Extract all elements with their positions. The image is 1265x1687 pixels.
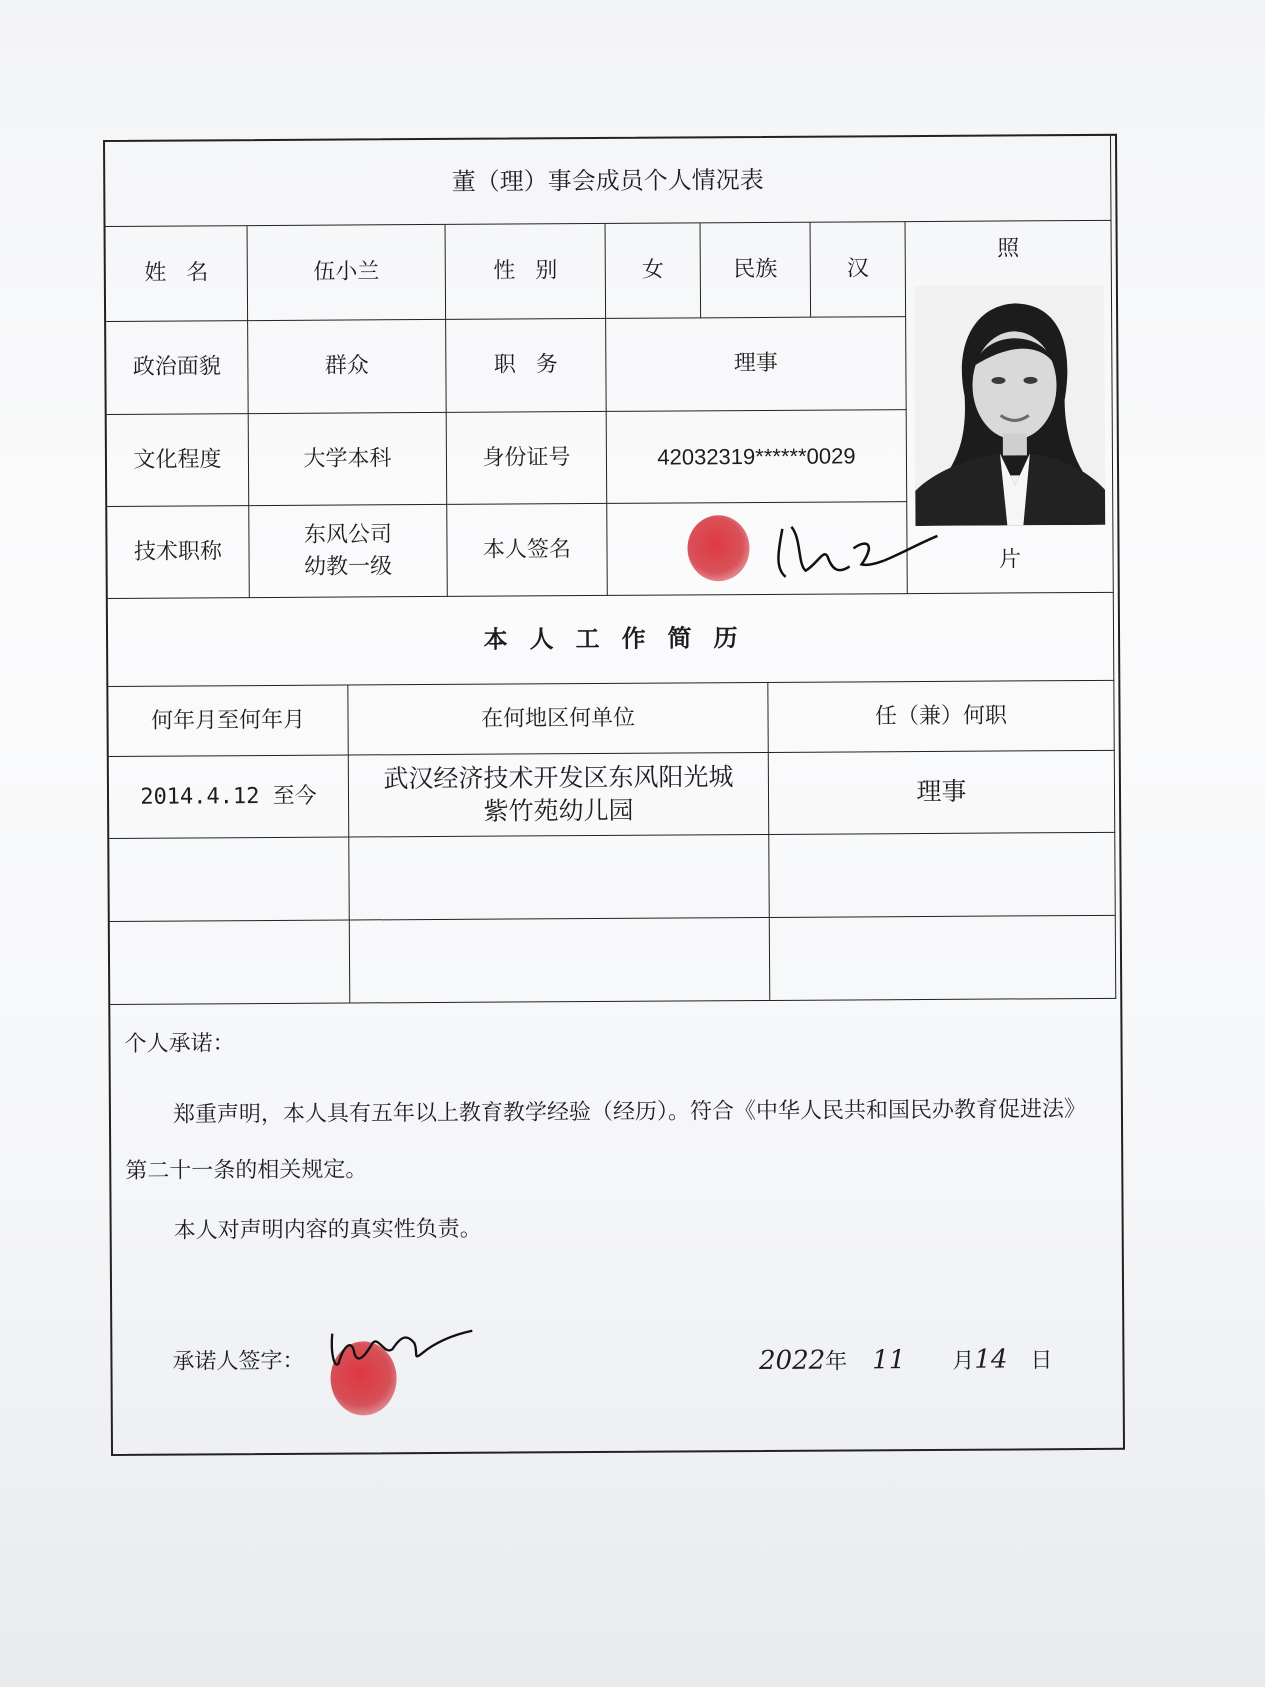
portrait-photo (913, 284, 1104, 525)
table-row-period (109, 756, 349, 839)
label-political (106, 321, 249, 415)
table-row-empty-role (769, 833, 1116, 918)
photo-label-bottom: 片 (998, 547, 1022, 573)
date-year-unit: 年 (825, 1349, 848, 1375)
value-id-number-text: 42032319******0029 (657, 442, 856, 470)
table-row-empty-period (109, 838, 350, 922)
work-history-heading-text: 本人工作简历 (483, 624, 760, 654)
signature-stroke (757, 507, 957, 588)
label-signature (447, 504, 608, 597)
row1-unit-line1: 武汉经济技术开发区东风阳光城 (383, 762, 734, 794)
date-month: 11 (872, 1345, 906, 1376)
table-row-empty-unit (349, 835, 769, 921)
date-year: 2022 (758, 1345, 826, 1377)
label-id-number (447, 412, 608, 505)
col-header-role (768, 681, 1114, 753)
promise-handwritten-signature (322, 1313, 483, 1424)
table-row-role (769, 751, 1115, 835)
form-title-text: 董（理）事会成员个人情况表 (451, 165, 764, 196)
handwritten-signature (657, 508, 857, 589)
value-name (248, 225, 447, 321)
table-row-empty-period (110, 921, 351, 1005)
label-tech-title (107, 506, 250, 599)
value-position (606, 317, 907, 412)
form-frame (103, 134, 1125, 1456)
row1-role-text: 理事 (916, 777, 967, 807)
value-tech-title (249, 505, 448, 598)
value-ethnicity-text: 汉 (846, 256, 869, 282)
fingerprint-stamp (687, 515, 749, 581)
label-tech-title-text: 技术职称 (133, 538, 223, 565)
date-month-unit: 月 (952, 1348, 975, 1374)
col-header-period (108, 686, 348, 757)
value-political (248, 320, 447, 414)
work-history-heading (108, 593, 1115, 687)
label-signature-text: 本人签名 (482, 536, 572, 563)
promise-heading: 个人承诺： (124, 1031, 235, 1057)
promise-sign-row (172, 1339, 1052, 1404)
value-tech-title-line1: 东风公司 (303, 521, 392, 548)
label-ethnicity-text: 民族 (733, 256, 778, 283)
promise-sign-label: 承诺人签字： (172, 1348, 305, 1375)
row1-period-text: 2014.4.12 至今 (140, 783, 317, 810)
promise-section (110, 999, 1119, 1418)
label-id-number-text: 身份证号 (482, 444, 571, 471)
label-education-text: 文化程度 (133, 446, 222, 473)
table-row-unit (349, 753, 769, 838)
label-position (446, 319, 607, 413)
promise-date (759, 1343, 1053, 1376)
label-political-text: 政治面貌 (132, 354, 221, 380)
value-tech-title-line2: 幼教一级 (304, 553, 393, 580)
table-row-empty-role (770, 916, 1117, 1001)
label-gender-text: 性别 (493, 258, 578, 284)
label-gender (446, 224, 607, 320)
promise-signature-stroke (322, 1313, 482, 1394)
date-day: 14 (974, 1344, 1008, 1375)
value-ethnicity (811, 222, 907, 318)
promise-body2: 本人对声明内容的真实性负责。 (173, 1216, 482, 1244)
value-gender (606, 223, 702, 319)
photo-label-top: 照 (997, 236, 1020, 262)
portrait-image (913, 284, 1104, 525)
col-header-role-text: 任（兼）何职 (874, 703, 1008, 729)
col-header-period-text: 何年月至何年月 (150, 707, 306, 734)
row1-unit-line2: 紫竹苑幼儿园 (483, 795, 634, 826)
value-political-text: 群众 (324, 353, 369, 379)
table-row-empty-unit (350, 918, 770, 1004)
label-position-text: 职务 (493, 352, 578, 378)
value-education (249, 413, 448, 506)
label-ethnicity (701, 223, 812, 319)
value-id-number (607, 410, 908, 504)
col-header-unit-text: 在何地区何单位 (480, 705, 636, 732)
label-education (107, 414, 250, 507)
value-position-text: 理事 (733, 350, 778, 377)
value-gender-text: 女 (641, 257, 664, 283)
form-title (105, 136, 1112, 227)
label-name (106, 226, 249, 322)
date-day-unit: 日 (1030, 1348, 1053, 1374)
col-header-unit (348, 683, 768, 756)
value-education-text: 大学本科 (303, 445, 392, 472)
promise-body: 郑重声明，本人具有五年以上教育教学经验（经历）。符合《中华人民共和国民办教育促进法》第二十一条的相关规定。 (125, 1097, 1087, 1184)
value-name-text: 伍小兰 (313, 259, 380, 285)
signature-cell (607, 502, 908, 596)
label-name-text: 姓名 (144, 260, 229, 286)
